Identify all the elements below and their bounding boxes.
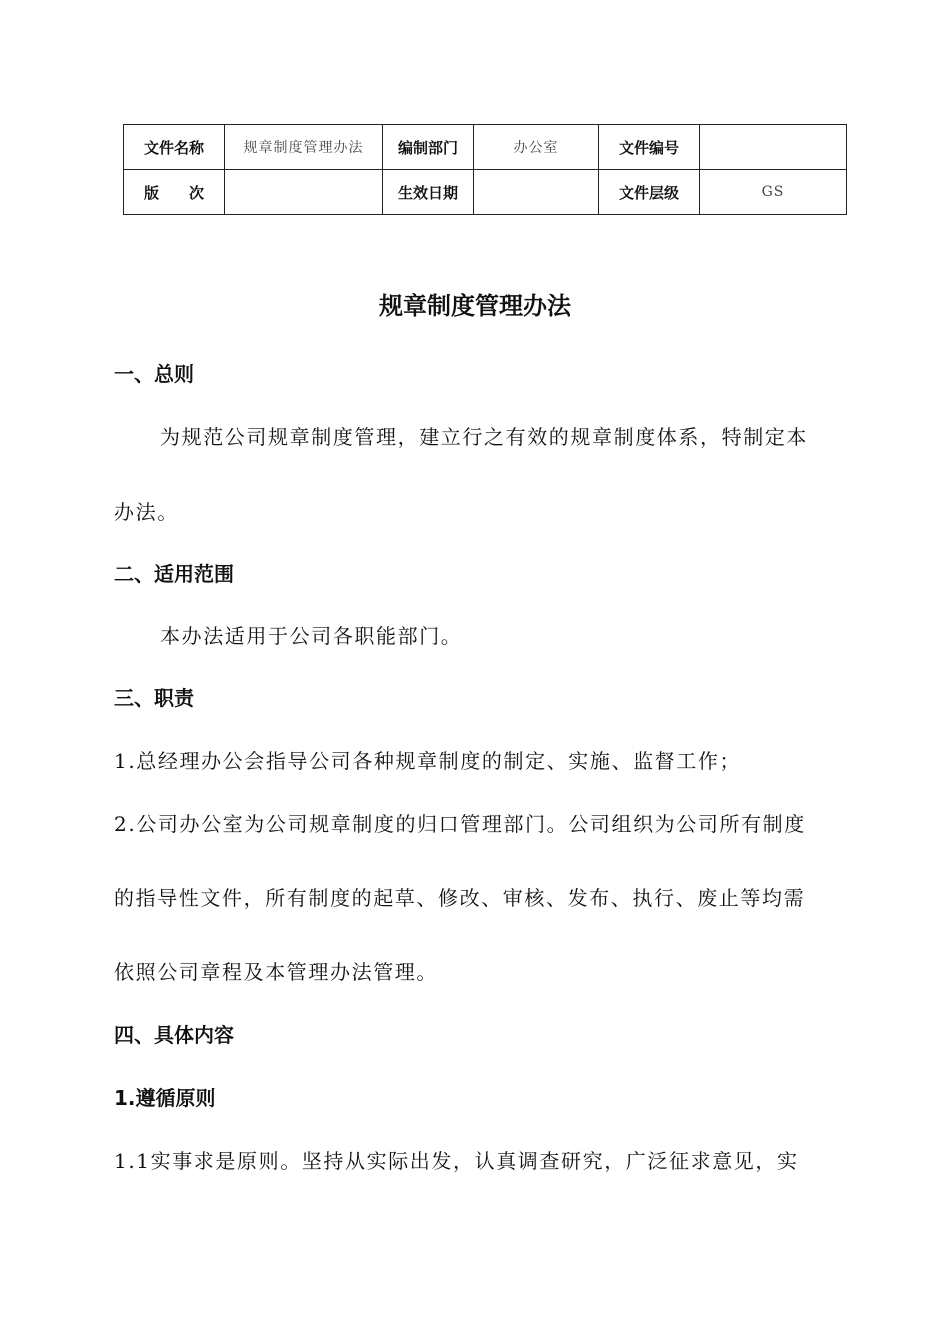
effective-date-label: 生效日期 [383, 170, 474, 215]
department-value: 办公室 [474, 125, 599, 170]
section-heading-responsibilities: 三、职责 [114, 686, 194, 710]
paragraph-line: 本办法适用于公司各职能部门。 [160, 624, 463, 648]
file-level-label: 文件层级 [599, 170, 700, 215]
version-label: 版 次 [124, 170, 225, 215]
subsection-heading-principles: 1.遵循原则 [114, 1086, 216, 1110]
file-name-value: 规章制度管理办法 [225, 125, 383, 170]
section-heading-content: 四、具体内容 [114, 1023, 234, 1047]
list-item: 1.总经理办公会指导公司各种规章制度的制定、实施、监督工作； [114, 749, 742, 773]
section-heading-general: 一、总则 [114, 362, 194, 386]
document-info-table [123, 124, 847, 215]
table-row [124, 170, 847, 215]
paragraph-line: 的指导性文件，所有制度的起草、修改、审核、发布、执行、废止等均需 [114, 886, 806, 910]
file-name-label: 文件名称 [124, 125, 225, 170]
paragraph-line: 办法。 [114, 500, 179, 524]
document-title: 规章制度管理办法 [379, 292, 571, 320]
file-number-label: 文件编号 [599, 125, 700, 170]
effective-date-value [474, 170, 599, 215]
section-heading-scope: 二、适用范围 [114, 562, 234, 586]
list-item: 2.公司办公室为公司规章制度的归口管理部门。公司组织为公司所有制度 [114, 812, 806, 836]
file-level-value: GS [700, 170, 847, 215]
department-label: 编制部门 [383, 125, 474, 170]
table-row [124, 125, 847, 170]
list-item: 1.1实事求是原则。坚持从实际出发，认真调查研究，广泛征求意见，实 [114, 1149, 799, 1173]
paragraph-line: 为规范公司规章制度管理，建立行之有效的规章制度体系，特制定本 [160, 425, 808, 449]
paragraph-line: 依照公司章程及本管理办法管理。 [114, 960, 438, 984]
version-value [225, 170, 383, 215]
file-number-value [700, 125, 847, 170]
